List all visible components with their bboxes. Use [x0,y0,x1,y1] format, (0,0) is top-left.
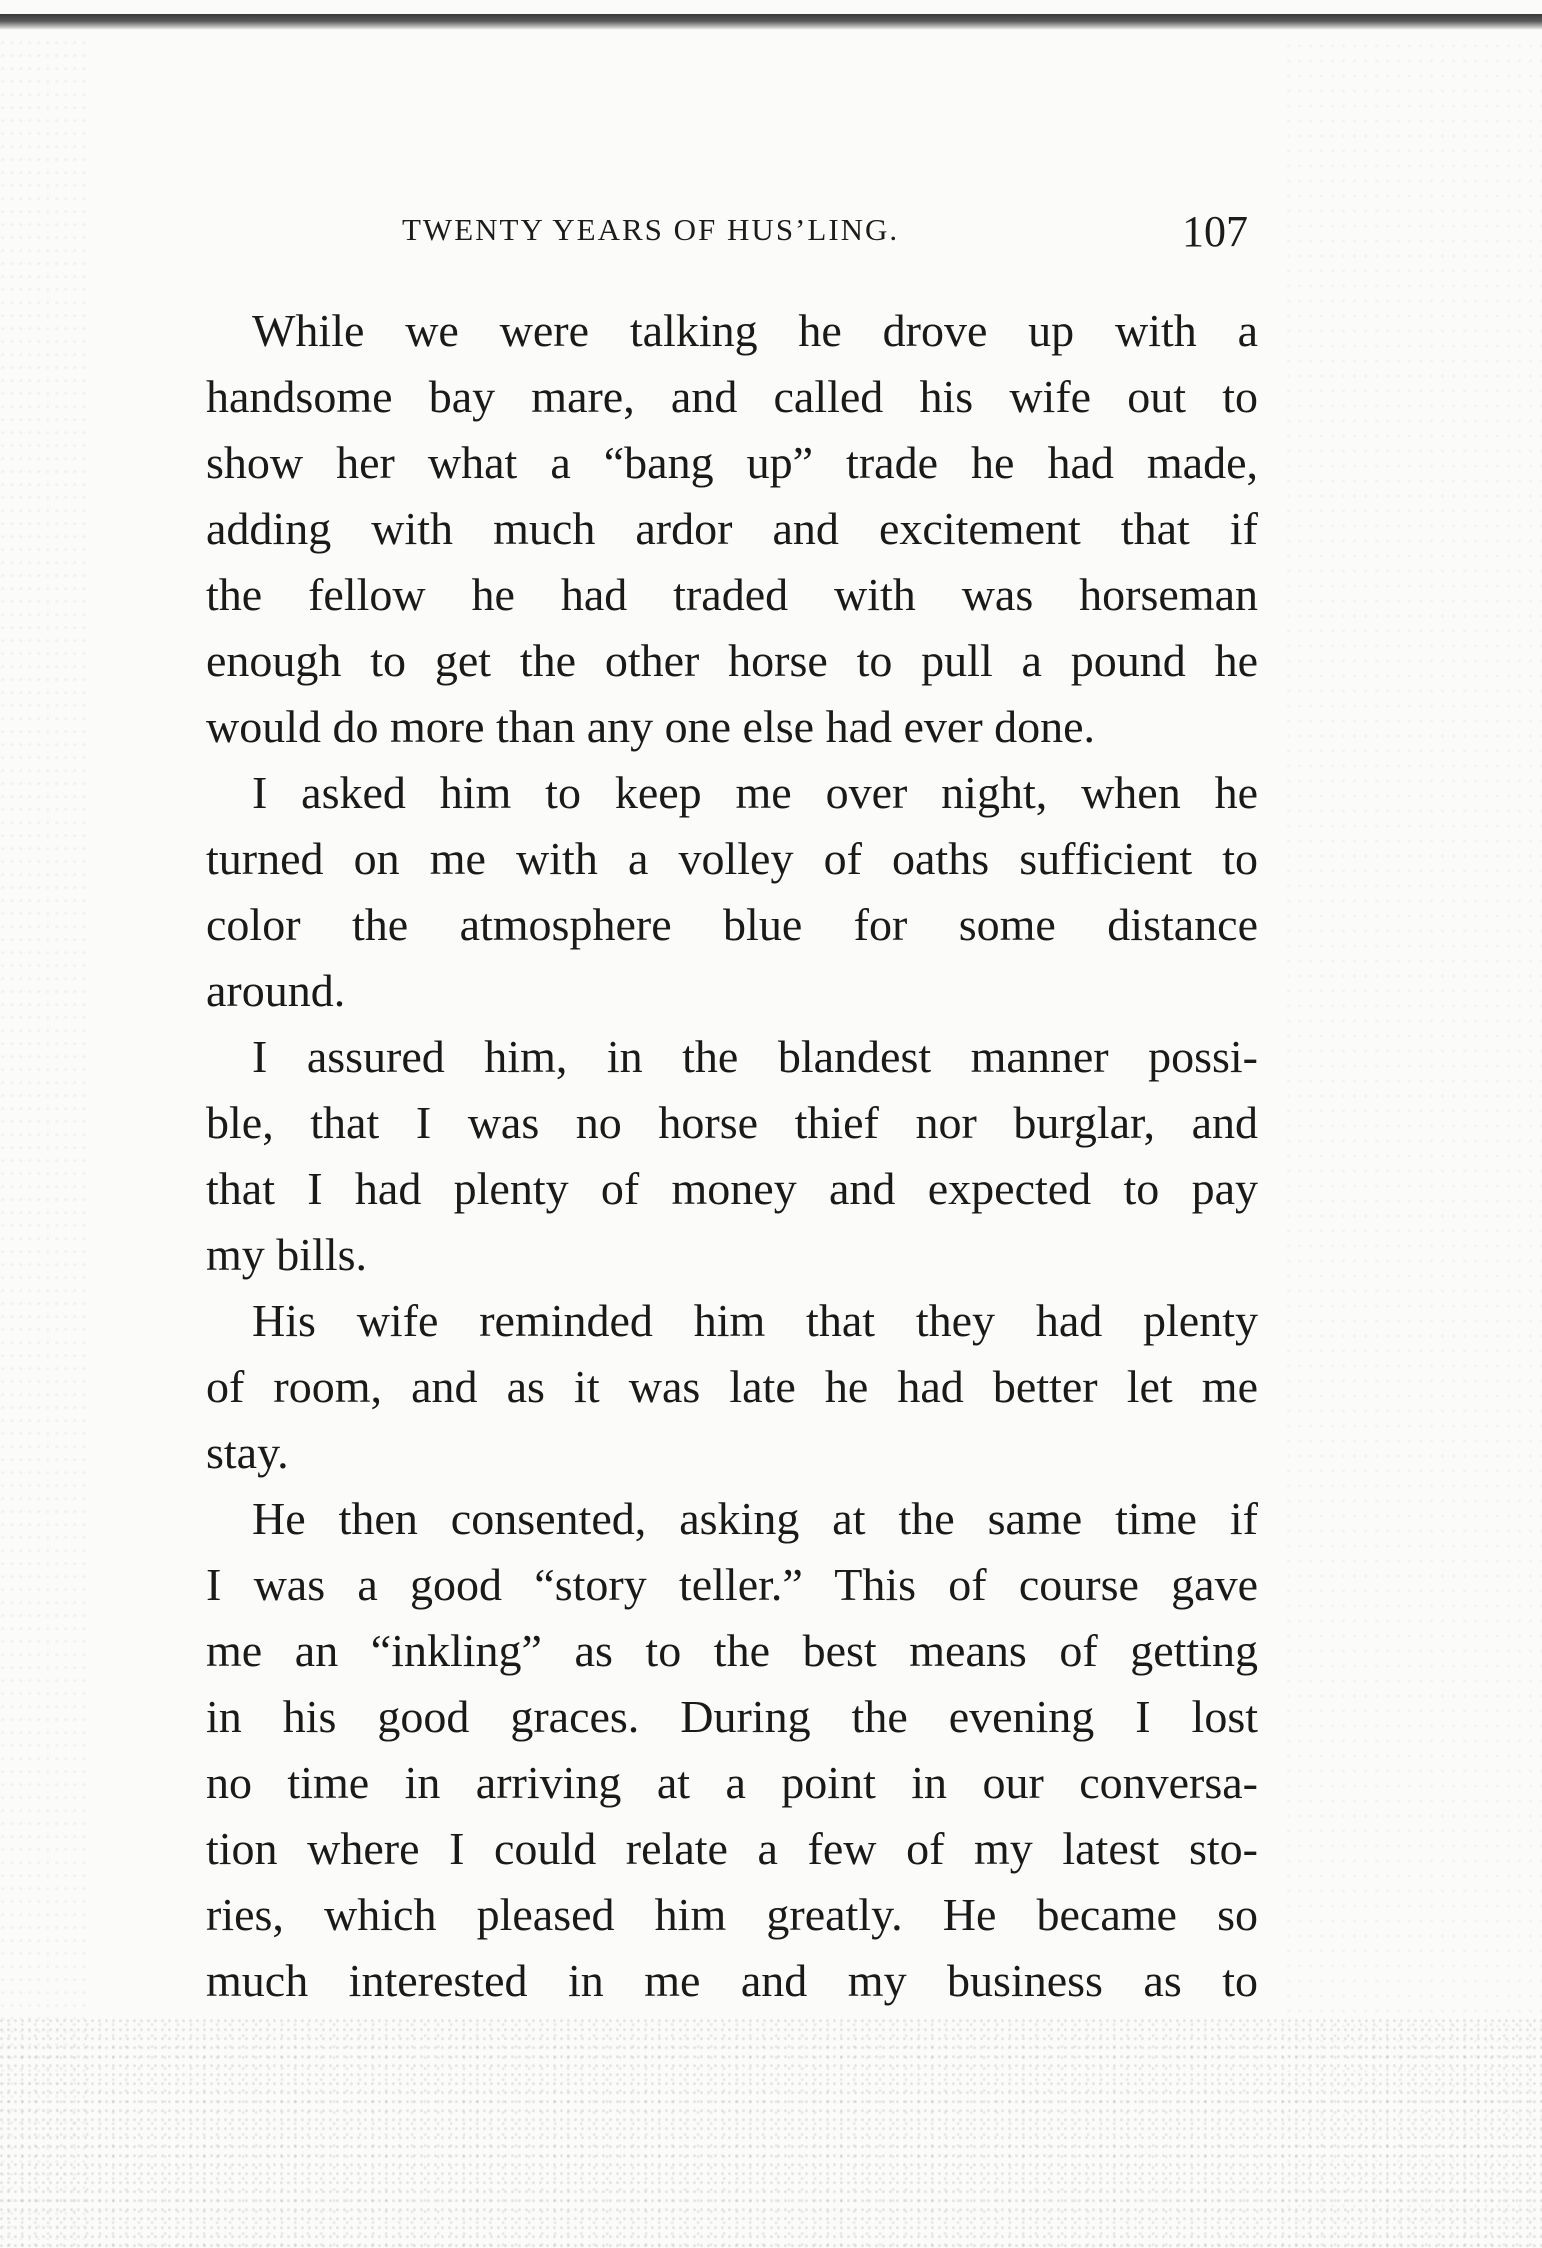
text-line: ries, which pleased him greatly. He became so [206,1889,1258,1940]
text-line: tion where I could relate a few of my latest sto- [206,1823,1258,1874]
text-line: stay. [206,1427,289,1478]
text-line: I assured him, in the blandest manner possi- [252,1031,1258,1082]
scan-top-edge [0,14,1542,30]
page-number: 107 [1182,207,1248,256]
scan-noise-right [1282,40,1542,2240]
text-line: He then consented, asking at the same time if [252,1493,1258,1544]
scan-noise-left [0,40,90,2240]
text-line: me an “inkling” as to the best means of getting [206,1625,1258,1676]
scan-noise-bottom [0,2018,1542,2248]
text-line: His wife reminded him that they had plenty [252,1295,1258,1346]
text-line: While we were talking he drove up with a [252,305,1258,356]
text-line: enough to get the other horse to pull a pound he [206,635,1258,686]
text-line: in his good graces. During the evening I lost [206,1691,1258,1742]
text-line: of room, and as it was late he had better let me [206,1361,1258,1412]
paragraph [206,1024,1258,1288]
text-line: my bills. [206,1229,368,1280]
text-line: no time in arriving at a point in our conversa- [206,1757,1258,1808]
text-line: turned on me with a volley of oaths sufficient to [206,833,1258,884]
running-head-title: TWENTY YEARS OF HUS’LING. [402,212,900,247]
text-line: would do more than any one else had ever done. [206,701,1096,752]
text-line: the fellow he had traded with was horseman [206,569,1258,620]
text-line: adding with much ardor and excitement that if [206,503,1258,554]
text-line: I asked him to keep me over night, when he [252,767,1258,818]
text-line: much interested in me and my business as to [206,1955,1258,2006]
paragraph [206,760,1258,1024]
text-line: handsome bay mare, and called his wife out to [206,371,1258,422]
body-text [206,298,1258,2014]
text-line: that I had plenty of money and expected to pay [206,1163,1258,1214]
text-line: ble, that I was no horse thief nor burglar, and [206,1097,1258,1148]
text-line: around. [206,965,346,1016]
paragraph [206,1486,1258,2014]
text-line: I was a good “story teller.” This of course gave [206,1559,1258,1610]
text-line: show her what a “bang up” trade he had made, [206,437,1258,488]
text-line: color the atmosphere blue for some distance [206,899,1258,950]
running-head [402,207,1272,262]
paragraph [206,1288,1258,1486]
paragraph [206,298,1258,760]
